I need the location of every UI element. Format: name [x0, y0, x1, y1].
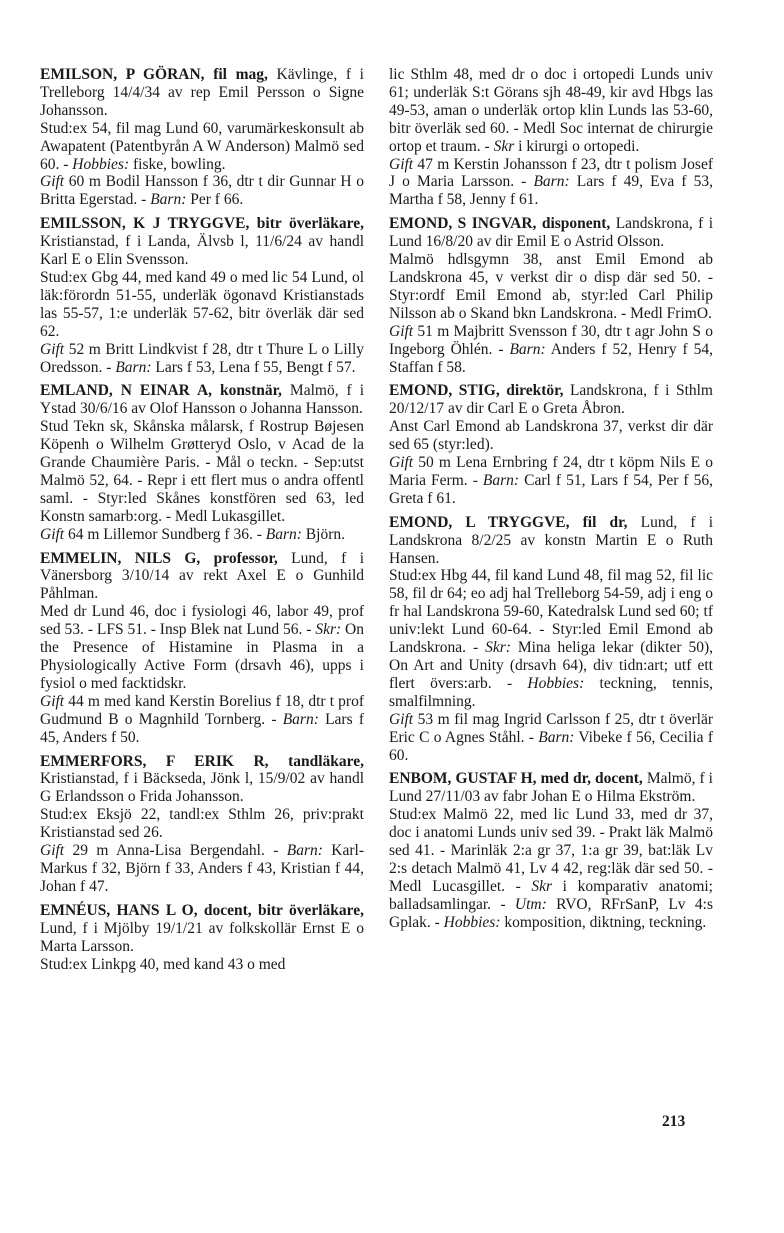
biography-entry	[40, 215, 364, 376]
entry-text: komposition, diktning, teckning.	[500, 913, 707, 931]
entry-text: Kävlinge, f i Trelleborg 14/4/34 av rep Emil Persson o Signe Johansson.	[40, 66, 364, 119]
entry-heading-paragraph	[40, 902, 364, 956]
entry-text: RVO, RFrSanP, Lv 4:s Gplak. -	[389, 895, 713, 931]
section-label: Utm:	[514, 895, 547, 913]
biography-entry	[40, 382, 364, 543]
entry-text: 52 m Britt Lindkvist f 28, dtr t Thure L o Lilly Oredsson. -	[40, 340, 364, 376]
entry-text: Lund, f i Vänersborg 3/10/14 av rekt Axel E o Gunhild Påhlman.	[40, 549, 364, 603]
entry-text: Landskrona, f i Lund 16/8/20 av dir Emil E o Astrid Olsson.	[389, 215, 713, 251]
entry-text: Kristianstad, f i Bäckseda, Jönk l, 15/9/02 av handl G Erlandsson o Frida Johansson.	[40, 770, 364, 806]
entry-text: Anders f 52, Henry f 54, Staffan f 58.	[389, 340, 713, 376]
entry-text: Stud:ex Eksjö 22, tandl:ex Sthlm 26, priv:prakt Kristianstad sed 26.	[40, 806, 364, 842]
page-number: 213	[662, 1113, 686, 1130]
section-label: Gift	[40, 173, 65, 191]
entry-paragraph	[389, 323, 713, 377]
entry-text: Lund, f i Mjölby 19/1/21 av folkskollär Ernst E o Marta Larsson.	[40, 919, 364, 955]
entry-text: Lund, f i Landskrona 8/2/25 av konstn Martin E o Ruth Hansen.	[389, 513, 713, 567]
biography-entry	[389, 514, 713, 765]
entry-text: On the Presence of Histamine in Plasma in a Physiologically Active Form (drsavh 46), upps i fysiol o med facktidskr.	[40, 621, 364, 692]
entry-name: EMILSSON, K J TRYGGVE, bitr överläkare,	[40, 215, 364, 233]
section-label: Gift	[389, 454, 414, 472]
left-column	[40, 66, 364, 979]
entry-text: Stud:ex Linkpg 40, med kand 43 o med	[40, 955, 286, 973]
entry-text: 51 m Majbritt Svensson f 30, dtr t agr John S o Ingeborg Öhlén. -	[389, 322, 713, 358]
section-label: Gift	[389, 710, 414, 728]
entry-text: teckning, tennis, smalfilmning.	[389, 674, 713, 710]
entry-name: EMLAND, N EINAR A, konstnär,	[40, 382, 282, 400]
entry-text: fiske, bowling.	[129, 155, 226, 173]
entry-name: ENBOM, GUSTAF H, med dr, docent,	[389, 770, 643, 788]
entry-paragraph	[40, 806, 364, 842]
entry-paragraph	[389, 156, 713, 210]
entry-paragraph	[389, 454, 713, 508]
section-label: Gift	[40, 842, 65, 860]
entry-text: Malmö, f i Lund 27/11/03 av fabr Johan E o Hilma Ekström.	[389, 770, 713, 806]
entry-text: Lars f 45, Anders f 50.	[40, 710, 364, 746]
entry-paragraph	[389, 567, 713, 710]
section-label: Barn:	[509, 340, 546, 358]
entry-text: Mina heliga lekar (dikter 50), On Art and Unity (drsavh 64), div tidn:art; utf ett flert övers:arb. -	[389, 639, 713, 692]
entry-text: i komparativ anatomi; balladsamlingar. -	[389, 877, 713, 913]
entry-text: Med dr Lund 46, doc i fysiologi 46, labor 49, prof sed 53. - LFS 51. - Insp Blek nat Lund 56. -	[40, 603, 364, 639]
entry-name: EMOND, S INGVAR, disponent,	[389, 215, 611, 233]
section-label: Gift	[40, 692, 65, 710]
section-label: Gift	[40, 340, 65, 358]
entry-name: EMOND, STIG, direktör,	[389, 382, 564, 400]
entry-name: EMILSON, P GÖRAN, fil mag,	[40, 66, 268, 83]
entry-paragraph	[40, 120, 364, 174]
entry-text: Lars f 53, Lena f 55, Bengt f 57.	[151, 358, 356, 376]
entry-heading-paragraph	[389, 66, 713, 156]
entry-heading-paragraph	[389, 770, 713, 806]
entry-text: lic Sthlm 48, med dr o doc i ortopedi Lunds univ 61; underläk S:t Görans sjh 48-49, kir avd Hbgs las 49-53, aman o underläk ortop klin Lunds las 53-60, bitr överläk sed 60. - Medl Soc internat de chirurgie ortop et traum. -	[389, 66, 713, 155]
entry-name: EMNÉUS, HANS L O, docent, bitr överläkare,	[40, 901, 364, 919]
section-label: Barn:	[482, 471, 520, 489]
entry-text: Landskrona, f i Sthlm 20/12/17 av dir Carl E o Greta Åbron.	[389, 382, 713, 418]
biography-entry	[40, 66, 364, 209]
biography-entry	[389, 382, 713, 507]
entry-heading-paragraph	[389, 215, 713, 251]
entry-text: 53 m fil mag Ingrid Carlsson f 25, dtr t överlär Eric C o Agnes Ståhl. -	[389, 710, 713, 746]
entry-text: Karl-Markus f 32, Björn f 33, Anders f 43, Kristian f 44, Johan f 47.	[40, 842, 365, 895]
entry-text: 64 m Lillemor Sundberg f 36. -	[64, 525, 266, 543]
entry-paragraph	[389, 251, 713, 323]
entry-paragraph	[40, 956, 364, 974]
entry-text: 60 m Bodil Hansson f 36, dtr t dir Gunnar H o Britta Egerstad. -	[40, 173, 364, 209]
entry-text: i kirurgi o ortopedi.	[514, 137, 640, 155]
entry-paragraph	[389, 806, 713, 931]
section-label: Gift	[389, 155, 414, 173]
biography-entry	[40, 902, 364, 974]
entry-heading-paragraph	[389, 514, 713, 568]
entry-paragraph	[40, 603, 364, 693]
entry-text: Lars f 49, Eva f 53, Martha f 58, Jenny f 61.	[389, 173, 713, 209]
section-label: Barn:	[538, 728, 575, 746]
biography-entry	[389, 215, 713, 376]
entry-text: Stud:ex 54, fil mag Lund 60, varumärkeskonsult ab Awapatent (Patentbyrån A W Anderson) Malmö sed 60. -	[40, 119, 364, 173]
entry-paragraph	[389, 711, 713, 765]
entry-text: Malmö hdlsgymn 38, anst Emil Emond ab Landskrona 45, v verkst dir o disp där sed 50. - Styr:ordf Emil Emond ab, styr:led Carl Philip Nilsson ab o Skand bkn Landskrona. - Medl FrimO.	[389, 251, 713, 322]
entry-text: 47 m Kerstin Johansson f 23, dtr t polism Josef J o Maria Larsson. -	[389, 155, 713, 191]
entry-heading-paragraph	[40, 382, 364, 418]
entry-heading-paragraph	[40, 550, 364, 604]
entry-name: EMOND, L TRYGGVE, fil dr,	[389, 513, 628, 531]
section-label: Skr:	[485, 639, 511, 657]
biography-entry	[40, 550, 364, 747]
entry-paragraph	[40, 842, 364, 896]
entry-text: Malmö, f i Ystad 30/6/16 av Olof Hansson o Johanna Hansson.	[40, 382, 364, 418]
section-label: Barn:	[286, 842, 323, 860]
section-label: Barn:	[115, 358, 152, 376]
entry-paragraph	[40, 173, 364, 209]
entry-paragraph	[389, 418, 713, 454]
entry-text: Stud:ex Gbg 44, med kand 49 o med lic 54 Lund, ol läk:förordn 51-55, underläk ögonavd Kristianstads las 55-57, 1:e underläk 57-62, bitr överläk där sed 62.	[40, 268, 364, 340]
section-label: Hobbies:	[72, 155, 130, 173]
entry-text: Björn.	[301, 525, 345, 543]
section-label: Hobbies:	[443, 913, 501, 931]
entry-name: EMMERFORS, F ERIK R, tandläkare,	[40, 752, 364, 770]
section-label: Hobbies:	[527, 674, 585, 692]
section-label: Skr	[531, 877, 553, 895]
entry-text: Kristianstad, f i Landa, Älvsb l, 11/6/24 av handl Karl E o Elin Svensson.	[40, 233, 364, 269]
entry-text: 44 m med kand Kerstin Borelius f 18, dtr t prof Gudmund B o Magnhild Tornberg. -	[40, 692, 364, 728]
entry-text: Stud:ex Malmö 22, med lic Lund 33, med dr 37, doc i anatomi Lunds univ sed 39. - Prakt läk Malmö sed 41. - Marinläk 2:a gr 37, 1:a gr 39, bat:läk Lv 2:s detach Malmö 41, Lv 4 42, reg:läk där sed 50. - Medl Lucasgillet. -	[389, 806, 713, 895]
entry-heading-paragraph	[389, 382, 713, 418]
entry-text: 29 m Anna-Lisa Bergendahl. -	[64, 842, 287, 860]
entry-text: Carl f 51, Lars f 54, Per f 56, Greta f 61.	[389, 471, 713, 507]
entry-paragraph	[40, 269, 364, 341]
entry-text: Vibeke f 56, Cecilia f 60.	[389, 728, 713, 764]
section-label: Barn:	[150, 191, 187, 209]
entry-text: Stud Tekn sk, Skånska målarsk, f Rostrup Bøjesen Köpenh o Wilhelm Grøtteryd Oslo, v Acad de la Grande Chaumière Paris. - Mål o teckn. - Sep:utst Malmö 52, 64. - Repr i ett flert mus o andra offentl saml. - Styr:led Skånes konstfören sed 63, led Konstn samarb:org. - Medl Lukasgillet.	[40, 418, 364, 525]
entry-paragraph	[40, 341, 364, 377]
section-label: Barn:	[265, 525, 302, 543]
entry-name: EMMELIN, NILS G, professor,	[40, 549, 278, 567]
section-label: Gift	[389, 322, 414, 340]
entry-text: Anst Carl Emond ab Landskrona 37, verkst dir där sed 65 (styr:led).	[389, 418, 713, 454]
entry-text: Stud:ex Hbg 44, fil kand Lund 48, fil mag 52, fil lic 58, fil dr 64; eo adj hal Trelleborg 54-59, adj i eng o fr hal Landskrona 59-60, Katedralsk Lund sed 60; tf univ:lekt Lund 60-64. - Styr:led Emil Emond ab Landskrona. -	[389, 567, 713, 657]
biography-entry	[389, 66, 713, 209]
section-label: Skr	[493, 137, 515, 155]
entry-paragraph	[40, 526, 364, 544]
entry-heading-paragraph	[40, 215, 364, 269]
right-column	[389, 66, 713, 938]
entry-paragraph	[40, 418, 364, 525]
entry-text: Per f 66.	[186, 191, 244, 209]
entry-heading-paragraph	[40, 66, 364, 120]
section-label: Skr:	[315, 621, 342, 639]
section-label: Barn:	[282, 710, 319, 728]
biography-entry	[40, 753, 364, 896]
section-label: Barn:	[533, 173, 570, 191]
entry-heading-paragraph	[40, 753, 364, 807]
entry-paragraph	[40, 693, 364, 747]
section-label: Gift	[40, 525, 65, 543]
entry-text: 50 m Lena Ernbring f 24, dtr t köpm Nils E o Maria Ferm. -	[389, 454, 713, 489]
biography-entry	[389, 770, 713, 931]
